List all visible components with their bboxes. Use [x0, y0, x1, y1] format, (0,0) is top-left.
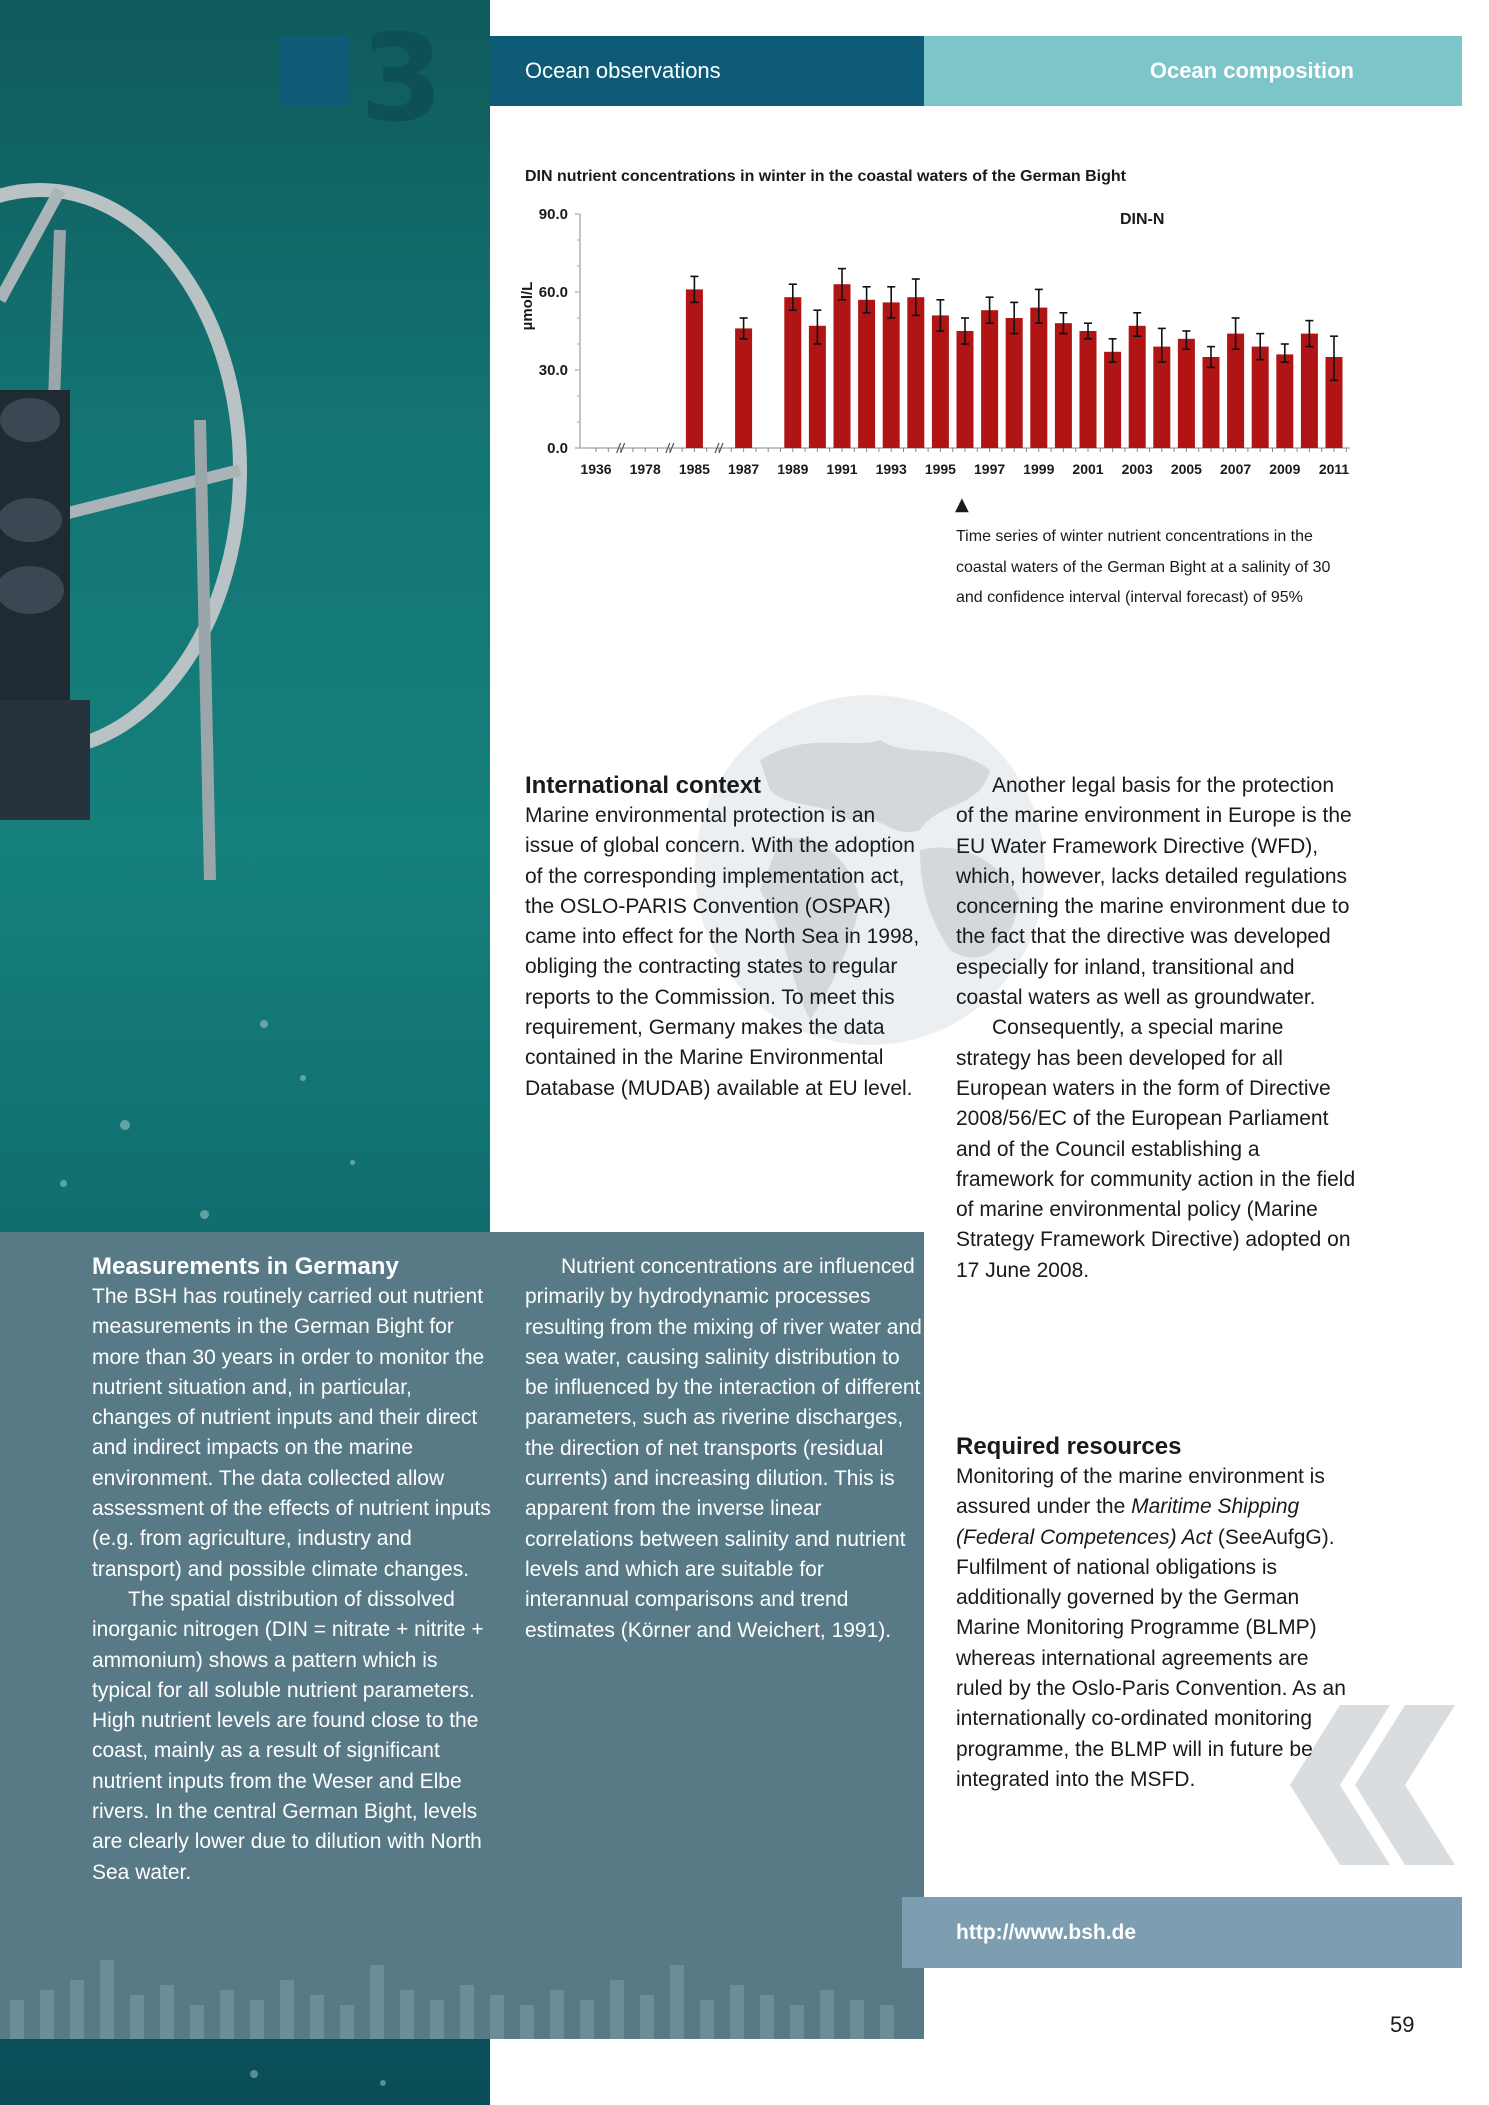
- y-tick-label: 60.0: [538, 284, 568, 301]
- international-context-section: [525, 771, 925, 1104]
- instrument-frame-illustration: [0, 0, 490, 1232]
- bar-1999: [1030, 308, 1047, 448]
- bar-2007: [1227, 334, 1244, 448]
- bar-2010: [1301, 334, 1318, 448]
- x-tick-label: 2001: [1072, 461, 1104, 477]
- bar-1989: [784, 297, 801, 448]
- y-tick-label: 0.0: [547, 440, 568, 457]
- bar-1994: [907, 297, 924, 448]
- x-tick-label: 1993: [875, 461, 907, 477]
- chart-title: DIN nutrient concentrations in winter in the coastal waters of the German Bight: [525, 168, 1126, 185]
- required-resources-heading: Required resources: [956, 1433, 1182, 1460]
- x-tick-label: 1987: [728, 461, 760, 477]
- caption-arrow-icon: ▲: [955, 494, 969, 515]
- required-resources-body: Monitoring of the marine environment is assured under the Maritime Shipping (Federal Competences) Act (SeeAufgG). Fulfilment of national obligations is additionally governed by the German Marine Monitoring Programme (BLMP) whereas international agreements are ruled by the Oslo-Paris Convention. As an internationally co-ordinated monitoring programme, the BLMP will in future be integrated into the MSFD.: [956, 1465, 1346, 1791]
- marine-strategy-paragraph: Consequently, a special marine strategy has been developed for all European waters in the form of Directive 2008/56/EC of the European Parliament and of the Council establishing a framework for community action in the field of marine environmental policy (Marine Strategy Framework Directive) adopted on 17 June 2008.: [956, 1016, 1356, 1282]
- header-accent-block: [280, 36, 350, 106]
- x-tick-label: 1978: [629, 461, 661, 477]
- nutrient-paragraph: Nutrient concentrations are influenced primarily by hydrodynamic processes resulting from the mixing of river water and sea water, causing salinity distribution to be influenced by the interaction of different parameters, such as riverine discharges, the direction of net transports (residual currents) and increasing dilution. This is apparent from the inverse linear correlations between salinity and nutrient levels and which are suitable for interannual comparisons and trend estimates (Körner and Weichert, 1991).: [525, 1255, 922, 1642]
- din-bar-chart: [510, 198, 1360, 488]
- international-context-heading: International context: [525, 772, 762, 799]
- x-tick-label: 2011: [1318, 461, 1350, 477]
- section-label-ocean-observations: Ocean observations: [525, 58, 721, 83]
- decorative-bars: [0, 1960, 924, 2039]
- act-name: Maritime Shipping (Federal Competences) Act: [956, 1495, 1300, 1549]
- measurements-heading: Measurements in Germany: [92, 1253, 399, 1280]
- measurements-paragraph-2: The spatial distribution of dissolved inorganic nitrogen (DIN = nitrate + nitrite + ammonium) shows a pattern which is typical for all soluble nutrient parameters. High nutrient levels are found close to the coast, mainly as a result of significant nutrient inputs from the Weser and Elbe rivers. In the central German Bight, levels are clearly lower due to dilution with North Sea water.: [92, 1587, 484, 1884]
- bar-2002: [1104, 352, 1121, 448]
- legal-basis-paragraph: Another legal basis for the protection of the marine environment in Europe is the EU Water Framework Directive (WFD), which, however, lacks detailed regulations concerning the marine environment due to the fact that the directive was developed especially for inland, transitional and coastal waters as well as groundwater.: [956, 774, 1352, 1010]
- nutrient-concentrations-section: [525, 1252, 925, 1646]
- bar-1985: [686, 289, 703, 448]
- bar-2009: [1276, 354, 1293, 448]
- y-tick-label: 30.0: [538, 362, 568, 379]
- bar-1993: [883, 302, 900, 448]
- bar-1996: [957, 331, 974, 448]
- x-tick-label: 1989: [777, 461, 809, 477]
- bar-2005: [1178, 339, 1195, 448]
- bar-2003: [1129, 326, 1146, 448]
- bar-1997: [981, 310, 998, 448]
- bar-2008: [1252, 347, 1269, 448]
- x-tick-label: 1936: [580, 461, 612, 477]
- section-label-ocean-composition: Ocean composition: [1149, 58, 1354, 83]
- bar-1998: [1006, 318, 1023, 448]
- chapter-number: 3: [360, 10, 444, 149]
- measurements-paragraph-1: The BSH has routinely carried out nutrient measurements in the German Bight for more than 30 years in order to monitor the nutrient situation and, in particular, changes of nutrient inputs and their direct and indirect impacts on the marine environment. The data collected allow assessment of the effects of nutrient inputs (e.g. from agriculture, industry and transport) and possible climate changes.: [92, 1285, 491, 1581]
- bar-1987: [735, 328, 752, 448]
- chart-caption: Time series of winter nutrient concentrations in the coastal waters of the German Bight at a salinity of 30 and confidence interval (interval forecast) of 95%: [956, 528, 1331, 606]
- bar-2000: [1055, 323, 1072, 448]
- x-tick-label: 2005: [1170, 461, 1202, 477]
- bar-2001: [1080, 331, 1097, 448]
- x-tick-label: 1991: [826, 461, 858, 477]
- bsh-website-link[interactable]: http://www.bsh.de: [956, 1921, 1137, 1944]
- x-tick-label: 2009: [1269, 461, 1301, 477]
- series-label: DIN-N: [1120, 211, 1165, 228]
- x-tick-label: 1995: [924, 461, 956, 477]
- bar-2006: [1203, 357, 1220, 448]
- x-tick-label: 1999: [1023, 461, 1055, 477]
- bar-1995: [932, 315, 949, 448]
- x-tick-label: 1997: [974, 461, 1006, 477]
- required-resources-section: [956, 1432, 1356, 1795]
- international-context-body: Marine environmental protection is an issue of global concern. With the adoption of the corresponding implementation act, the OSLO-PARIS Convention (OSPAR) came into effect for the North Sea in 1998, obliging the contracting states to regular reports to the Commission. To meet this requirement, Germany makes the data contained in the Marine Environmental Database (MUDAB) available at EU level.: [525, 804, 920, 1100]
- legal-basis-section: [956, 771, 1356, 1286]
- y-tick-label: 90.0: [538, 206, 568, 223]
- bar-1992: [858, 300, 875, 448]
- x-tick-label: 1985: [678, 461, 710, 477]
- x-tick-label: 2007: [1220, 461, 1252, 477]
- page-number: 59: [1390, 2012, 1415, 2037]
- bar-1991: [834, 284, 851, 448]
- y-axis-label: µmol/L: [519, 281, 536, 331]
- measurements-section: [92, 1252, 492, 1888]
- x-tick-label: 2003: [1121, 461, 1153, 477]
